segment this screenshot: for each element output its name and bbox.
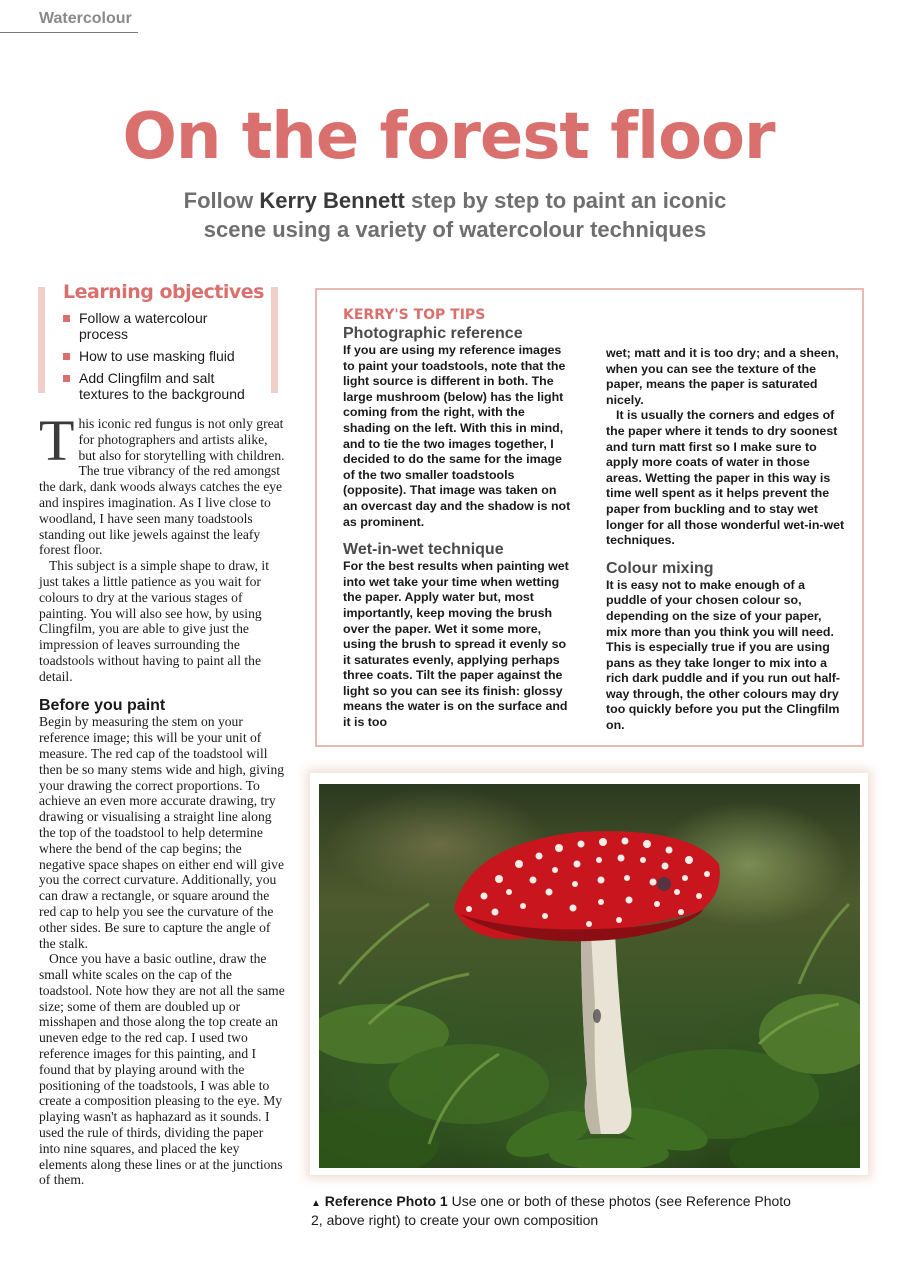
- tip-text: It is easy not to make enough of a puddle of your chosen colour so, depending on the size of your paper, mix more than you think you will need. This is especially true if you are using pans as they take longer to mix into a rich dark puddle and if you run out half-way through, the other colours may dry too quickly before you put the Clingfilm on.: [606, 577, 841, 733]
- author-name: Kerry Bennett: [259, 188, 405, 213]
- top-tips-box: [315, 288, 864, 747]
- standfirst: [150, 186, 760, 244]
- objective-item: Add Clingfilm and salt textures to the background: [60, 370, 260, 402]
- section-tag: [0, 8, 138, 33]
- intro-text: his iconic red fungus is not only great for photographers and artists alike, but also for storytelling with children. The true vibrancy of the red amongst the dark, dank woods always catches the eye and inspires imagination. As I live close to woodland, I have seen many toadstools standing out like jewels against the leafy forest floor.: [39, 416, 285, 558]
- caption-text: Use one or both of these photos (see Reference Photo 2, above right) to create your own composition: [311, 1193, 791, 1228]
- objectives-title: Learning objectives: [63, 281, 264, 303]
- body-paragraph: Once you have a basic outline, draw the small white scales on the cap of the toadstool. Note how they are not all the same size; some of them are doubled up or misshapen and those along the top create an uneven edge to the red cap. I used two reference images for this painting, and I found that by playing around with the positioning of the toadstools, I was able to create a composition pleasing to the eye. My playing wasn't as haphazard as it sounds. I used the rule of thirds, dividing the paper into nine squares, and placed the key elements along these lines or at the junctions of them.: [39, 951, 285, 1188]
- reference-photo-toadstool: [319, 784, 860, 1168]
- tip-text: If you are using my reference images to paint your toadstools, note that the light source is different in both. The large mushroom (below) has the light coming from the right, with the shading on the left. With this in mind, and to tie the two images together, I decided to do the same for the image of the two smaller toadstools (opposite). That image was taken on an overcast day and the shadow is not as prominent.: [343, 343, 571, 529]
- caption-marker-icon: ▲: [311, 1198, 321, 1209]
- tips-column-right: [606, 346, 846, 734]
- objective-item: Follow a watercolour process: [60, 310, 260, 342]
- tip-text: For the best results when painting wet into wet take your time when wetting the paper. Apply water but, most importantly, keep moving the brush over the paper. Wet it some more, using the brush to spread it evenly so it saturates evenly, applying perhaps three coats. Tilt the paper against the light so you can see its finish: glossy means the water is on the surface and it is too: [343, 559, 569, 730]
- tip-text: wet; matt and it is too dry; and a sheen, when you can see the texture of the paper, means the paper is saturated nicely.: [606, 346, 839, 407]
- body-column: [39, 408, 286, 1188]
- photo-caption: [311, 1193, 801, 1229]
- tip-heading-colour-mixing: Colour mixing: [606, 559, 714, 577]
- drop-cap: T: [39, 408, 75, 473]
- standfirst-before: Follow: [183, 188, 260, 213]
- headline: On the forest floor: [122, 100, 775, 174]
- tip-text: It is usually the corners and edges of the paper where it tends to dry soonest and turn matt first so I make sure to apply more coats of water in those areas. Wetting the paper in this way is time well spent as it helps prevent the paper from buckling and to stay wet longer for all those wonderful wet-in-wet techniques.: [606, 408, 845, 548]
- tip-heading-wet-in-wet: Wet-in-wet technique: [343, 541, 504, 559]
- before-you-paint-heading: Before you paint: [39, 696, 166, 714]
- tips-kicker: KERRY'S TOP TIPS: [343, 307, 486, 323]
- tip-heading-photographic: Photographic reference: [343, 325, 523, 342]
- body-paragraph: This subject is a simple shape to draw, it just takes a little patience as you wait for colours to dry at the various stages of painting. You will also see how, by using Clingfilm, you are able to give just the impression of leaves surrounding the toadstools without having to paint all the detail.: [39, 558, 269, 684]
- caption-label: Reference Photo 1: [324, 1193, 448, 1209]
- tips-column-left: [343, 307, 571, 731]
- objectives-list: [60, 310, 260, 408]
- reference-photo-frame: [310, 773, 868, 1175]
- body-paragraph: Begin by measuring the stem on your reference image; this will be your unit of measure. The red cap of the toadstool will then be so many stems wide and high, giving your drawing the correct proportions. To achieve an even more accurate drawing, try drawing or visualising a straight line along the top of the toadstool to help determine where the bend of the cap begins; the negative space shapes on either end will give you the correct curvature. Additionally, you can draw a rectangle, or square around the red cap to help you see the curvature of the other sides. Be sure to capture the angle of the stalk.: [39, 714, 285, 951]
- objective-item: How to use masking fluid: [60, 348, 260, 364]
- intro-paragraph: [39, 408, 286, 558]
- section-label: Watercolour: [39, 10, 132, 27]
- learning-objectives-box: [38, 281, 278, 402]
- standfirst-after: step by step to paint an iconic scene using a variety of watercolour techniques: [203, 188, 727, 242]
- toadstool-illustration: [319, 784, 860, 1168]
